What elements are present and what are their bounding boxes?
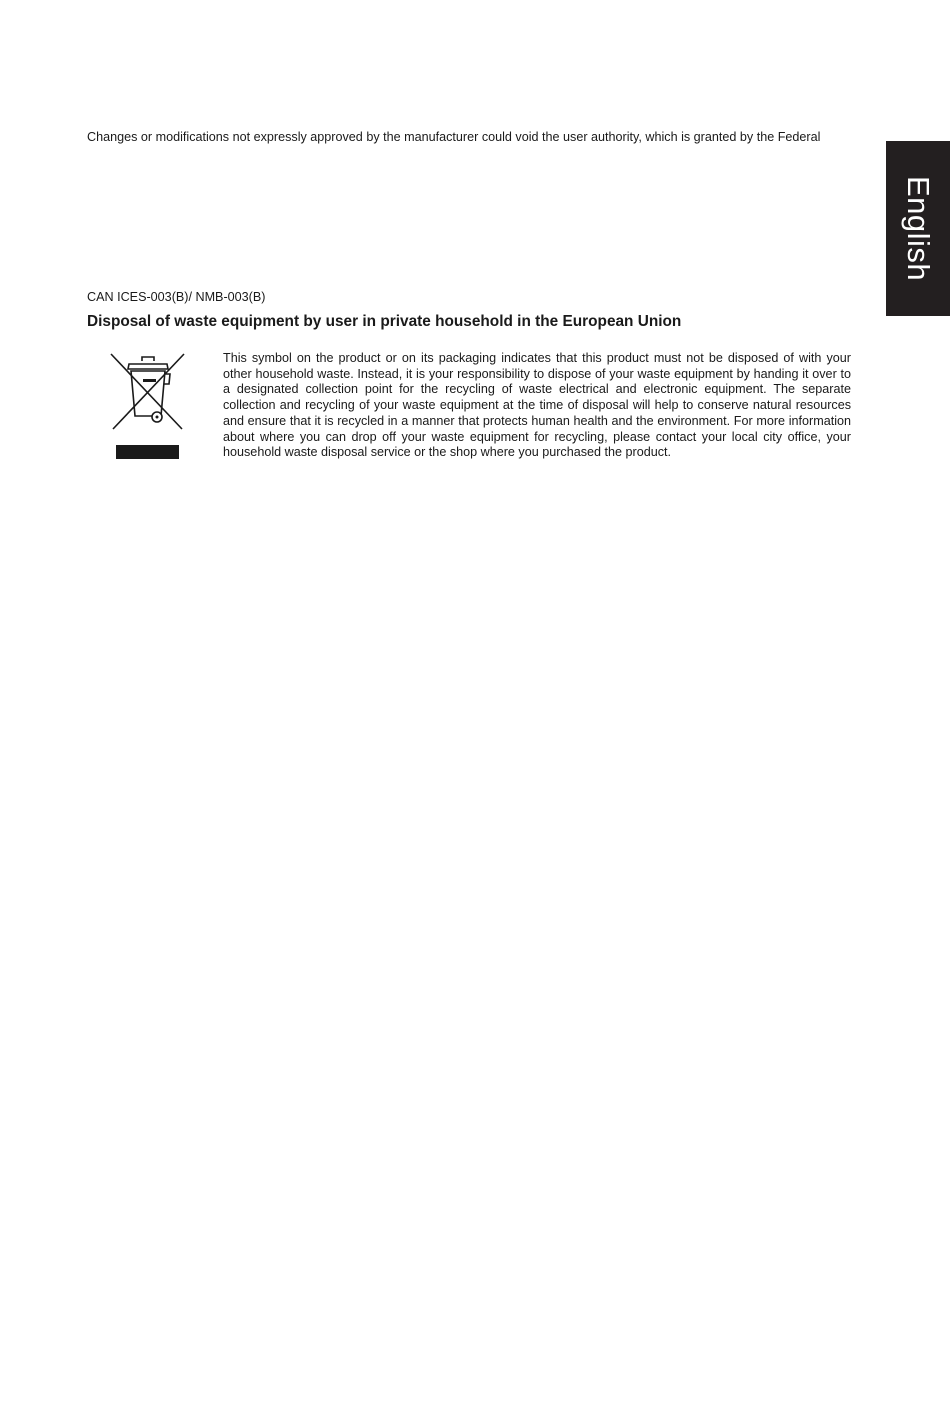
language-tab-label: English xyxy=(901,175,936,282)
fcc-changes-notice: Changes or modifications not expressly approved by the manufacturer could void the user authority, which is granted by the Federal xyxy=(87,130,821,144)
weee-section-heading: Disposal of waste equipment by user in private household in the European Union xyxy=(87,313,682,330)
language-tab xyxy=(886,141,950,316)
weee-disposal-paragraph: This symbol on the product or on its packaging indicates that this product must not be disposed of with your other household waste. Instead, it is your responsibility to dispose of your waste equipment by handing it over to a designated collection point for the recycling of waste electrical and electronic equipment. The separate collection and recycling of your waste equipment at the time of disposal will help to conserve natural resources and ensure that it is recycled in a manner that protects human health and the environment. For more information about where you can drop off your waste equipment for recycling, please contact your local city office, your household waste disposal service or the shop where you purchased the product. xyxy=(223,351,851,460)
canada-ices-notice: CAN ICES-003(B)/ NMB-003(B) xyxy=(87,290,266,304)
crossed-out-wheelie-bin-icon xyxy=(108,350,188,462)
